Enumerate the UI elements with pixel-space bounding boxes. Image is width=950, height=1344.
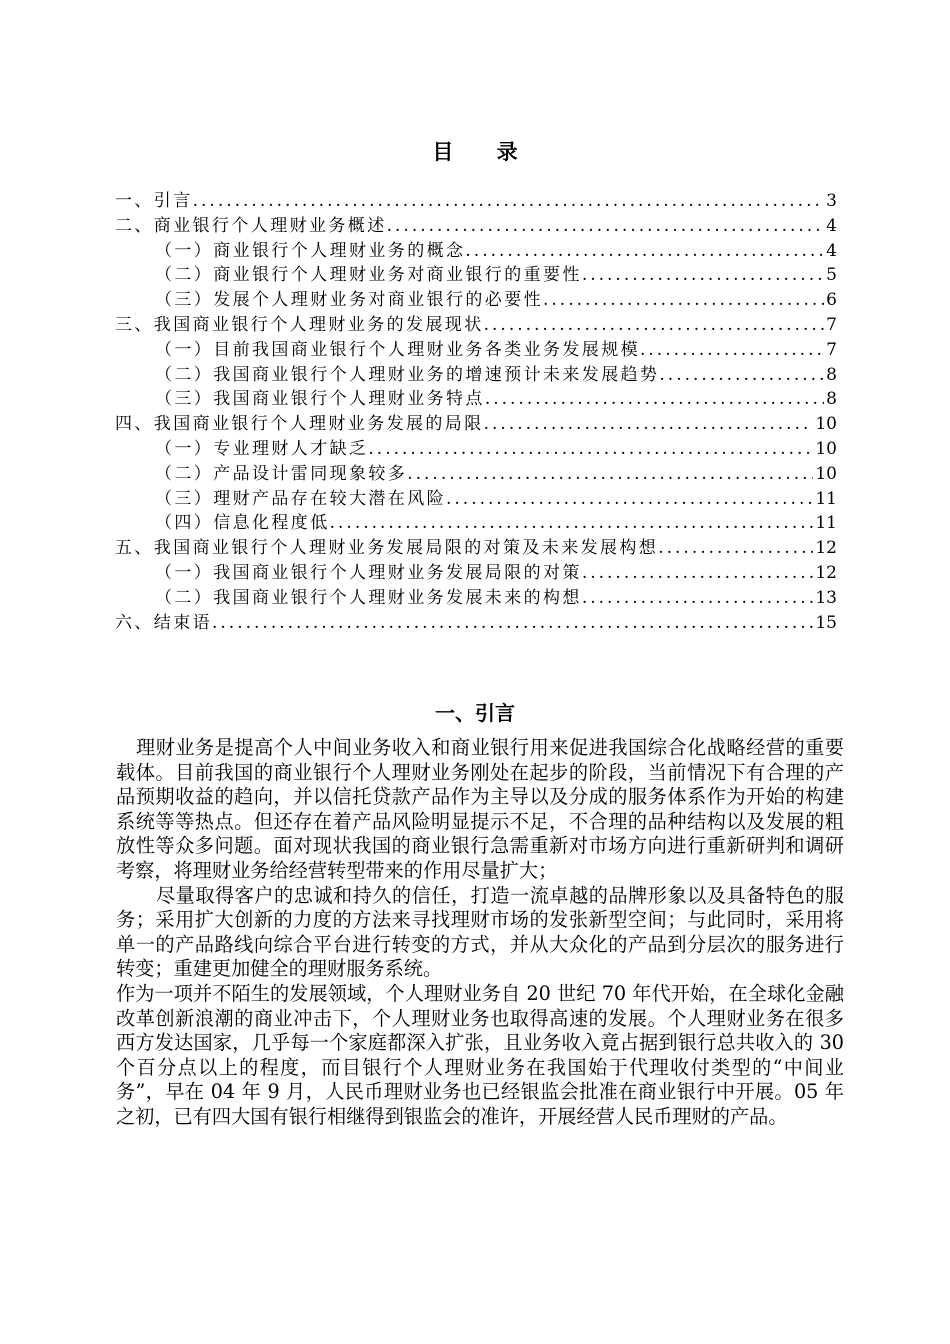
- toc-entry-page: 13: [815, 587, 837, 608]
- body-paragraph: 作为一项并不陌生的发展领域，个人理财业务自 20 世纪 70 年代开始，在全球化金融改革创新浪潮的商业冲击下，个人理财业务也取得高速的发展。个人理财业务在很多西方发达国家，几乎每一个家庭都深入扩张，且业务收入竟占据到银行总共收入的 30 个百分点以上的程度，而目银行个人理财业务在我国始于代理收付类型的“中间业务”，早在 04 年 9 月，人民币理财业务也已经银监会批准在商业银行中开展。05 年之初，已有四大国有银行相继得到银监会的准许，开展经营人民币理财的产品。: [116, 981, 844, 1128]
- toc-entry[interactable]: [115, 434, 837, 459]
- toc-leader-dots: [582, 265, 824, 285]
- toc-entry-page: 15: [815, 612, 837, 633]
- toc-entry-label: 五、我国商业银行个人理财业务发展局限的对策及未来发展构想: [115, 538, 659, 559]
- toc-entry[interactable]: [115, 558, 837, 583]
- toc-leader-dots: [640, 340, 824, 360]
- toc-entry-page: 10: [815, 438, 837, 459]
- toc-entry[interactable]: [115, 459, 837, 484]
- toc-entry-page: 5: [826, 265, 837, 286]
- toc-leader-dots: [485, 389, 824, 409]
- toc-entry-label: （三）发展个人理财业务对商业银行的必要性: [155, 290, 543, 311]
- toc-entry-label: 六、结束语: [115, 612, 212, 633]
- toc-entry-label: 二、商业银行个人理财业务概述: [115, 215, 387, 236]
- toc-entry-page: 10: [815, 463, 837, 484]
- body-paragraph: 尽量取得客户的忠诚和持久的信任，打造一流卓越的品牌形象以及具备特色的服务；采用扩大创新的力度的方法来寻找理财市场的发张新型空间；与此同时，采用将单一的产品路线向综合平台进行转变的方式，并从大众化的产品到分层次的服务进行转变；重建更加健全的理财服务系统。: [116, 883, 844, 981]
- toc-entry[interactable]: [115, 360, 837, 385]
- toc-entry-label: （二）商业银行个人理财业务对商业银行的重要性: [155, 265, 582, 286]
- toc-entry-page: 4: [826, 215, 837, 236]
- toc-entry-label: （二）我国商业银行个人理财业务的增速预计未来发展趋势: [155, 364, 660, 385]
- toc-leader-dots: [446, 489, 813, 509]
- toc-entry[interactable]: [115, 285, 837, 310]
- toc-entry-label: （一）我国商业银行个人理财业务发展局限的对策: [155, 562, 582, 583]
- toc-entry-page: 12: [815, 538, 837, 559]
- toc-entry-label: 一、引言: [115, 191, 193, 211]
- toc-leader-dots: [543, 290, 824, 310]
- toc-entry[interactable]: [115, 260, 837, 285]
- toc-leader-dots: [465, 241, 824, 261]
- toc-entry-label: （一）目前我国商业银行个人理财业务各类业务发展规模: [155, 339, 640, 360]
- toc-entry-page: 4: [826, 240, 837, 261]
- toc-entry[interactable]: [115, 384, 837, 409]
- toc-entry-page: 8: [826, 364, 837, 385]
- toc-entry-label: （四）信息化程度低: [155, 513, 330, 534]
- toc-entry-page: 12: [815, 562, 837, 583]
- toc-entry[interactable]: [115, 186, 837, 211]
- toc-leader-dots: [484, 414, 814, 434]
- toc-leader-dots: [387, 216, 825, 236]
- toc-leader-dots: [212, 613, 813, 633]
- table-of-contents: [115, 186, 837, 632]
- toc-entry-page: 11: [815, 488, 837, 509]
- toc-entry-page: 7: [826, 339, 837, 360]
- toc-entry-page: 3: [826, 191, 837, 211]
- toc-entry[interactable]: [115, 211, 837, 236]
- toc-entry[interactable]: [115, 310, 837, 335]
- toc-entry-page: 6: [826, 290, 837, 311]
- toc-entry[interactable]: [115, 508, 837, 533]
- toc-leader-dots: [658, 538, 813, 558]
- toc-entry[interactable]: [115, 335, 837, 360]
- toc-entry[interactable]: [115, 583, 837, 608]
- toc-entry-label: （二）我国商业银行个人理财业务发展未来的构想: [155, 587, 582, 608]
- body-paragraph: 理财业务是提高个人中间业务收入和商业银行用来促进我国综合化战略经营的重要载体。目前我国的商业银行个人理财业务刚处在起步的阶段，当前情况下有合理的产品预期收益的趋向，并以信托贷款产品作为主导以及分成的服务体系作为开始的构建系统等等热点。但还存在着产品风险明显提示不足，不合理的品种结构以及发展的粗放性等众多问题。面对现状我国的商业银行急需重新对市场方向进行重新研判和调研考察，将理财业务给经营转型带来的作用尽量扩大；: [116, 736, 844, 882]
- toc-entry-label: （三）我国商业银行个人理财业务特点: [155, 389, 485, 410]
- toc-leader-dots: [582, 563, 814, 583]
- toc-entry-label: 三、我国商业银行个人理财业务的发展现状: [115, 314, 484, 335]
- toc-entry[interactable]: [115, 409, 837, 434]
- toc-entry[interactable]: [115, 484, 837, 509]
- toc-entry-page: 8: [826, 389, 837, 410]
- toc-entry-label: （一）专业理财人才缺乏: [155, 438, 369, 459]
- toc-entry[interactable]: [115, 608, 837, 633]
- toc-leader-dots: [368, 439, 813, 459]
- toc-leader-dots: [330, 513, 814, 533]
- toc-entry[interactable]: [115, 236, 837, 261]
- toc-leader-dots: [582, 588, 814, 608]
- toc-entry-label: （三）理财产品存在较大潜在风险: [155, 488, 446, 509]
- toc-entry-page: 7: [826, 314, 837, 335]
- section-heading: 一、引言: [435, 701, 515, 725]
- toc-leader-dots: [659, 365, 824, 385]
- toc-leader-dots: [193, 191, 825, 211]
- toc-title: 目 录: [432, 139, 536, 164]
- toc-entry-label: 四、我国商业银行个人理财业务发展的局限: [115, 414, 484, 435]
- toc-leader-dots: [407, 464, 813, 484]
- toc-entry[interactable]: [115, 533, 837, 558]
- toc-entry-label: （二）产品设计雷同现象较多: [155, 463, 408, 484]
- toc-leader-dots: [484, 315, 825, 335]
- toc-entry-page: 10: [815, 414, 837, 435]
- toc-entry-page: 11: [815, 513, 837, 534]
- section-body: [116, 736, 844, 1130]
- toc-entry-label: （一）商业银行个人理财业务的概念: [155, 240, 466, 261]
